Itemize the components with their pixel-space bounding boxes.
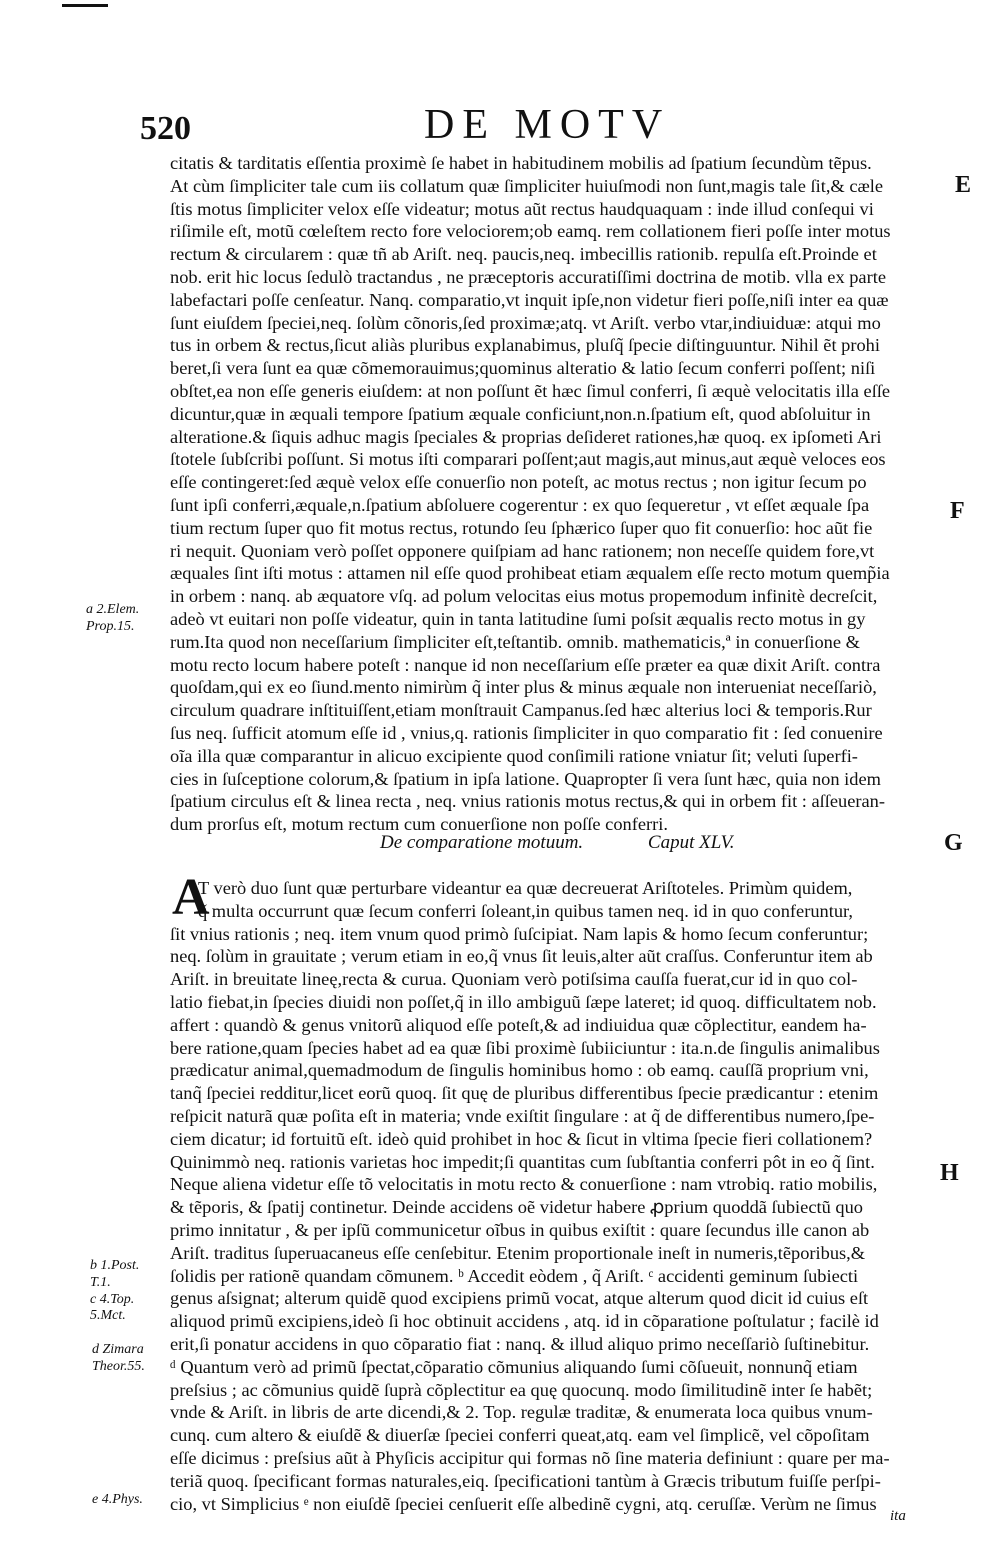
text-line: erit,ſi ponatur accidens in quo cõparatio fiat : nanq. & illud aliquo primo neceſſariò ſuſtinebitur. (170, 1333, 870, 1354)
margin-note-line: Theor.55. (92, 1358, 145, 1374)
text-line: dum prorſus eſt, motum rectum cum conuerſione non poſſe conferri. (170, 814, 668, 835)
text-line: beret,ſi vera ſunt ea quæ cõmemorauimus;quominus alteratio & latio ſecum conferri poſſent; niſi (170, 358, 876, 379)
text-line: dicuntur,quæ in æquali tempore ſpatium æquale conficiunt,non.n.ſpatium eſt, quod abſoluitur in (170, 403, 871, 424)
text-line: latio fiebat,in ſpecies diuidi non poſſet,q̃ in illo ambiguũ ſæpe lateret; id quoq. difficultatem nob. (170, 991, 877, 1012)
text-line: labefactari poſſe cenſeatur. Nanq. comparatio,vt inquit ipſe,non videtur fieri poſſe,niſi inter ea quæ (170, 289, 889, 310)
text-line: nob. erit hic locus ſedulò tractandus , ne præceptoris accuratiſſimi doctrina de motib. vlla ex parte (170, 266, 886, 287)
text-line: ſpatium circulus eſt & linea recta , neq. vnius rationis motus rectus,& qui in orbem fit : aſſeueran- (170, 791, 885, 812)
text-line: tus in orbem & rectus,ſicut aliàs pluribus explanabimus, pluſq̃ ſpecie diſtinguuntur. Nihil ẽt prohi (170, 335, 880, 356)
text-line: genus aſsignat; alterum quidẽ quod excipiens primũ vocat, atque alterum quod dicit id cuius eſt (170, 1288, 869, 1309)
text-line: cunq. cum altero & eiuſdẽ & diuerſæ ſpeciei conferri queat,atq. eam vel ſimplicẽ, vel cõpoſitam (170, 1425, 870, 1446)
text-line: reſpicit naturã quæ poſita eſt in materia; vnde exiſtit ſingulare : at q̃ de differentibus numero,ſpe- (170, 1105, 875, 1126)
text-line: ſit vnius rationis ; neq. item vnum quod primò ſuſcipiat. Nam lapis & homo ſecum conferuntur; (170, 923, 869, 944)
margin-note-line: a 2.Elem. (86, 602, 140, 617)
margin-letter-f: F (950, 498, 965, 524)
text-line: motu recto locum habere poteſt : nanque id non neceſſarium eſſe præter ea quæ dixit Ariſt. contra (170, 654, 881, 675)
text-line: ſtotele ſubſcribi poſſunt. Si motus iſti comparari poſſent;aut magis,aut minus,aut æquè veloces eos (170, 449, 886, 470)
text-line: Quinimmò neq. rationis varietas hoc impedit;ſi quantitas cum ſubſtantia conferri pôt in eo q̃ ſint. (170, 1151, 875, 1172)
margin-letter-h: H (940, 1160, 959, 1186)
margin-note-line: c 4.Top. (90, 1291, 135, 1307)
main-text-block-1 (170, 153, 960, 837)
text-line: Neque aliena videtur eſſe tõ velocitatis in motu recto & conuerſione : nam vtrobiq. ratio mobilis, (170, 1174, 878, 1195)
text-line: adeò vt euitari non poſſe videatur, quin in tanta latitudine ſumi poſsit æqualis recto motus in gy (170, 608, 866, 629)
margin-letter-e: E (955, 172, 972, 198)
margin-note-line: e 4.Phys. (92, 1492, 143, 1507)
text-line: aliquod primũ excipiens,ideò ſi hoc obtinuit accidens , atq. id in cõparatione poſtulatur ; facilè id (170, 1311, 879, 1332)
text-line: cio, vt Simplicius ᵉ non eiuſdẽ ſpeciei cenſuerit eſſe albedinẽ cygni, atq. ceruſſæ. Verùm ne ſimus (170, 1493, 877, 1514)
margin-note-line: T.1. (90, 1274, 111, 1290)
text-line: eſſe contingeret:ſed æquè velox eſſe conuerſio non poteſt, ac motus rectus ; non igitur ſecum po (170, 472, 867, 493)
top-rule (62, 4, 108, 7)
margin-note-line: Prop.15. (86, 618, 135, 634)
text-line: circulum quadrare inſtituiſſent,etiam monſtrauit Campanus.ſed hæc alterius loci & temporis.Rur (170, 700, 872, 721)
text-line: q̃ multa occurrunt quæ ſecum conferri ſoleant,in quibus tamen neq. id in quo conferuntur, (198, 900, 854, 921)
text-line: ſunt eiuſdem ſpeciei,neq. ſolùm cõnoris,ſed proximæ;atq. vt Ariſt. verbo vtar,indiuiduæ: atqui mo (170, 312, 881, 333)
text-line: alteratione.& ſiquis adhuc magis ſpeciales & proprias deſideret rationes,hæ quoq. ex ipſometi Ari (170, 426, 882, 447)
text-line: ᵈ Quantum verò ad primũ ſpectat,cõparatio cõmunius aliquando ſumi cõſueuit, nonnunq̃ etiam (170, 1356, 858, 1377)
text-line: primo innitatur , & per ipſũ communicetur oĩbus in quibus exiſtit : quare ſecundus ille canon ab (170, 1219, 870, 1240)
text-line: & tẽporis, & ſpatij continetur. Deinde accidens oẽ videtur habere ꝓprium quoddã ſubiectũ quo (170, 1197, 863, 1218)
text-line: teriã quoq. ſpecificant formas naturales,eiq. ſpecificationi tantùm à Græcis tributum fuiſſe perſpi- (170, 1470, 881, 1491)
text-line: rum.Ita quod non neceſſarium ſimpliciter eſt,teſtantib. omnib. mathematicis,ª in conuerſione & (170, 631, 860, 652)
text-line: tanq̃ ſpeciei redditur,licet eorũ quoq. ſit quę de pluribus differentibus ſpecie prædicantur : etenim (170, 1083, 879, 1104)
margin-note-post-top (90, 1258, 139, 1325)
text-line: bere ratione,quam ſpecies habet ad ea quæ ſibi proximè ſubiiciuntur : ita.n.de ſingulis animalibus (170, 1037, 880, 1058)
margin-note-line: d Zimara (92, 1342, 144, 1357)
margin-note-line: b 1.Post. (90, 1258, 140, 1273)
text-line: ſunt ipſi conferri,æquale,n.ſpatium abſoluere cogerentur : ex quo ſequeretur , vt eſſet æquale ſpa (170, 494, 870, 515)
text-line: rectum & circularem : quæ tñ ab Ariſt. neq. paucis,neq. imbecillis rationib. repulſa eſt.Proinde et (170, 244, 877, 265)
margin-note-elem (86, 602, 139, 636)
text-line: citatis & tarditatis eſſentia proximè ſe habet in habitudinem mobilis ad ſpatium ſecundùm tẽpus. (170, 153, 872, 173)
margin-note-phys (92, 1492, 143, 1509)
text-line: ciem dicatur; id fortuitũ eſt. ideò quid prohibet in hoc & ſicut in vltima ſpecie fieri collationem? (170, 1128, 873, 1149)
text-line: preſsius ; ac cõmunius quidẽ ſuprà cõplectitur ea quę quocunq. modo ſimilitudinẽ inter ſe habẽt; (170, 1379, 873, 1400)
text-line: vnde & Ariſt. in libris de arte dicendi,& 2. Top. regulæ traditæ, & enumerata loca quibus vnum- (170, 1402, 873, 1423)
text-line: ſtis motus ſimpliciter velox eſſe videatur; motus aũt rectus haudquaquam : inde illud conſequi vi (170, 198, 874, 219)
main-text-block-2 (170, 878, 960, 1516)
text-line: eſſe dicimus : preſsius aũt à Phyſicis accipitur qui formas nõ ſine materia definiunt : quare per ma- (170, 1447, 890, 1468)
text-line: ſolidis per rationẽ quandam cõmunem. ᵇ Accedit eòdem , q̃ Ariſt. ᶜ accidenti geminum ſubiecti (170, 1265, 859, 1286)
margin-note-zimara (92, 1342, 145, 1376)
text-line: oĩa illa quæ comparantur in alicuo excipiente quod conſimili ratione vniatur ſit; veluti ſuperfi- (170, 745, 858, 766)
catchword: ita (890, 1508, 906, 1524)
text-line: tium rectum ſuper quo fit motus rectus, rotundo ſeu ſphærico ſuper quo fit conuerſio: hoc aũt fie (170, 517, 873, 538)
text-line: riſimile eſt, motũ cœleſtem recto fore velociorem;ob eamq. rem collationem fieri poſſe inter motus (170, 221, 891, 242)
text-line: T verò duo ſunt quæ perturbare videantur ea quæ decreuerat Ariſtoteles. Primùm quidem, (198, 878, 853, 898)
text-line: ri nequit. Quoniam verò poſſet opponere quiſpiam ad hanc rationem; non neceſſe quidem fore,vt (170, 540, 875, 561)
text-line: At cùm ſimpliciter tale cum iis collatum quæ ſimpliciter huiuſmodi non ſunt,magis tale ſit,& cæle (170, 175, 884, 196)
text-line: neq. ſolùm in grauitate ; verum etiam in eo,q̃ vnus ſit leuis,alter aũt craſſus. Conferuntur item ab (170, 946, 873, 967)
margin-note-line: 5.Mct. (90, 1308, 126, 1324)
text-line: affert : quandò & genus vnitorũ aliquod eſſe poteſt,& ad indiuidua quæ cõplectitur, eandem ha- (170, 1014, 867, 1035)
text-line: prædicatur animal,quemadmodum de ſingulis hominibus homo : ob eamq. cauſſã proprium vni, (170, 1060, 869, 1081)
text-line: ſus neq. ſufficit atomum eſſe id , vnius,q. rationis ſimpliciter in quo comparatio fit : ſed conuenire (170, 722, 883, 743)
page-number: 520 (140, 110, 191, 147)
text-line: cies in ſuſceptione colorum,& ſpatium in ipſa latione. Quapropter ſi vera ſunt hæc, quia non idem (170, 768, 881, 789)
margin-letter-g: G (944, 830, 963, 856)
drop-cap-initial: A (172, 869, 210, 926)
text-line: Ariſt. traditus ſuperuacaneus eſſe cenſebitur. Etenim proportionale ineſt in numeris,tẽporibus,& (170, 1242, 866, 1263)
chapter-number: Caput XLV. (647, 832, 735, 853)
chapter-heading (380, 832, 735, 854)
running-title: DE MOTV (424, 102, 671, 148)
text-line: in orbem : nanq. ab æquatore vſq. ad polum velocitas eius motus propemodum infinitè decreſcit, (170, 586, 878, 607)
text-line: quoſdam,qui ex eo ſiund.mento nimirùm q̃ inter plus & minus æquale non interueniat neceſſariò, (170, 677, 877, 698)
text-line: æquales ſint iſti motus : attamen nil eſſe quod prohibeat etiam æqualem eſſe recto motum quemp̃ia (170, 563, 890, 584)
text-line: obſtet,ea non eſſe generis eiuſdem: at non poſſunt ẽt hæc ſimul conferri, ſi æquè velocitatis illa eſſe (170, 380, 891, 401)
chapter-title: De comparatione motuum. (380, 832, 584, 853)
text-line: Ariſt. in breuitate lineę,recta & curua. Quoniam verò potiſsima cauſſa fuerat,cur id in quo col- (170, 969, 858, 990)
